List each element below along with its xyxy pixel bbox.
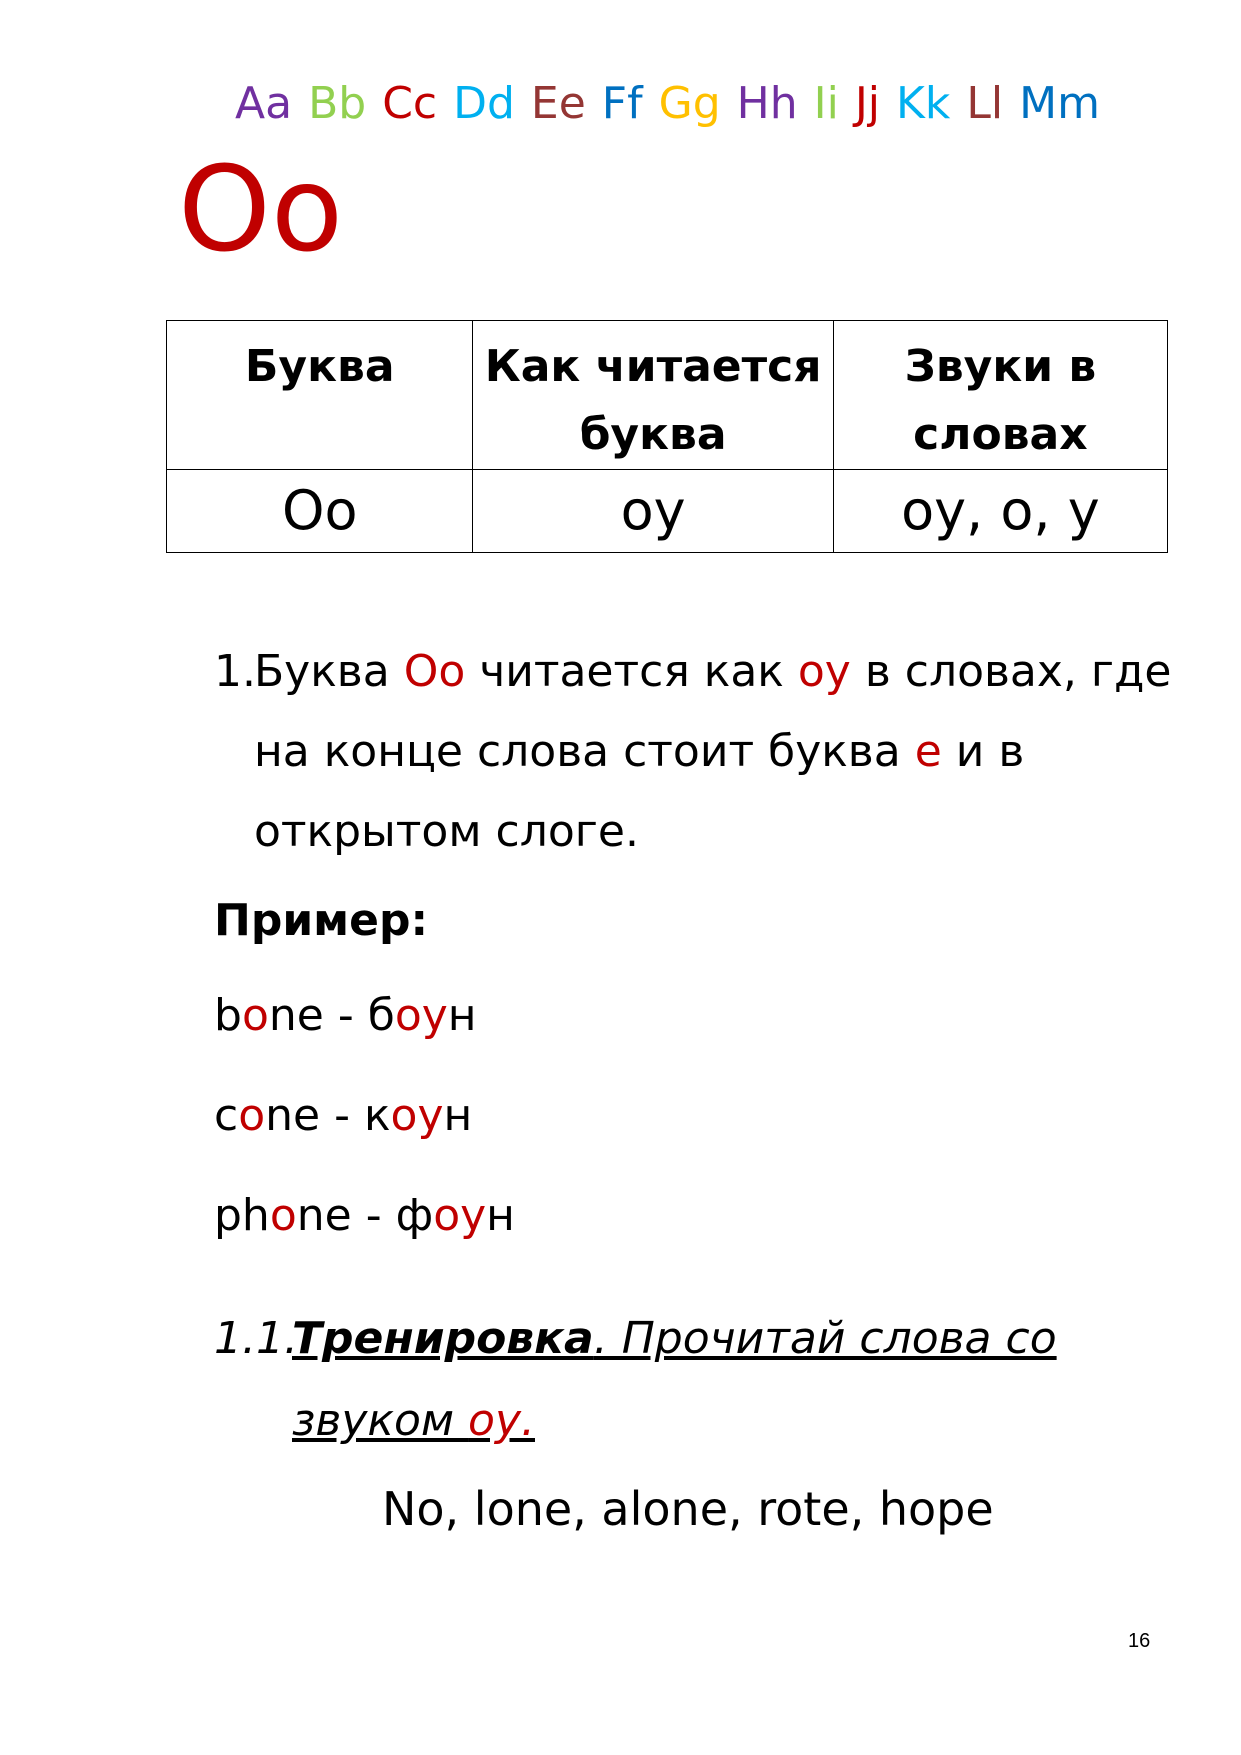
example-line [214,1190,515,1241]
rule-text [254,632,1174,872]
letter-table [166,320,1168,553]
example-word-vowel: o [241,990,269,1041]
example-word-part: ph [214,1190,270,1241]
page-number: 16 [1128,1630,1151,1652]
alphabet-letter: Kk [896,78,951,129]
training-sound: оу. [468,1395,535,1446]
rule-highlight: оу [797,646,851,697]
table-header: Звуки в словах [833,321,1167,470]
table-header-row [167,321,1168,470]
training-title: Тренировка [292,1313,594,1364]
example-word-part: ne [296,1190,352,1241]
example-word-vowel: o [269,1190,297,1241]
example-translit-part: н [443,1090,473,1141]
table-header: Как читается буква [473,321,833,470]
example-word-part: ne [265,1090,321,1141]
example-translit-part: ф [395,1190,434,1241]
practice-words: No, lone, alone, rote, hope [382,1482,994,1536]
alphabet-letter: Ff [601,78,643,129]
example-translit-part: н [486,1190,515,1241]
rule-highlight: Oo [403,646,466,697]
training-number: 1.1. [214,1313,298,1364]
alphabet-letter: Ee [530,78,586,129]
alphabet-strip [235,78,1116,129]
rule-part: читается как [465,646,798,697]
example-label: Пример: [214,895,429,946]
table-cell: оу [473,470,833,553]
example-translit-sound: оу [390,1090,444,1141]
example-translit-part: н [447,990,477,1041]
example-word-part: b [214,990,242,1041]
alphabet-letter: Jj [854,78,881,129]
alphabet-letter: Dd [453,78,515,129]
example-translit-sound: оу [394,990,448,1041]
rule-highlight: e [914,726,942,777]
table-row [167,470,1168,553]
alphabet-letter: Aa [235,78,293,129]
example-word-vowel: o [238,1090,266,1141]
table-cell: оу, о, у [833,470,1167,553]
table-header: Буква [167,321,473,470]
example-translit-part: б [367,990,395,1041]
rule-paragraph [214,632,1174,872]
rule-part: в словах, где на конце слова стоит буква [254,646,1172,777]
alphabet-letter: Cc [382,78,438,129]
example-word-part: c [214,1090,239,1141]
table-cell: Oo [167,470,473,553]
example-translit-sound: оу [433,1190,487,1241]
example-translit-part: к [363,1090,391,1141]
example-word-part: ne [268,990,324,1041]
alphabet-letter: Ll [966,78,1004,129]
example-separator: - [351,1190,396,1241]
alphabet-letter: Gg [658,78,721,129]
training-task [214,1298,1114,1462]
example-line [214,990,477,1041]
alphabet-letter: Ii [813,78,839,129]
training-text [292,1298,1114,1462]
alphabet-letter: Mm [1019,78,1100,129]
training-instruction: . Прочитай слова со звуком [292,1313,1057,1446]
alphabet-letter: Hh [736,78,798,129]
example-separator: - [320,1090,364,1141]
rule-part: и в открытом слоге. [254,726,1025,857]
example-line [214,1090,472,1141]
rule-part: Буква [254,646,404,697]
example-separator: - [323,990,368,1041]
rule-number: 1. [214,646,256,697]
page-title: Oo [178,140,344,278]
alphabet-letter: Bb [308,78,367,129]
